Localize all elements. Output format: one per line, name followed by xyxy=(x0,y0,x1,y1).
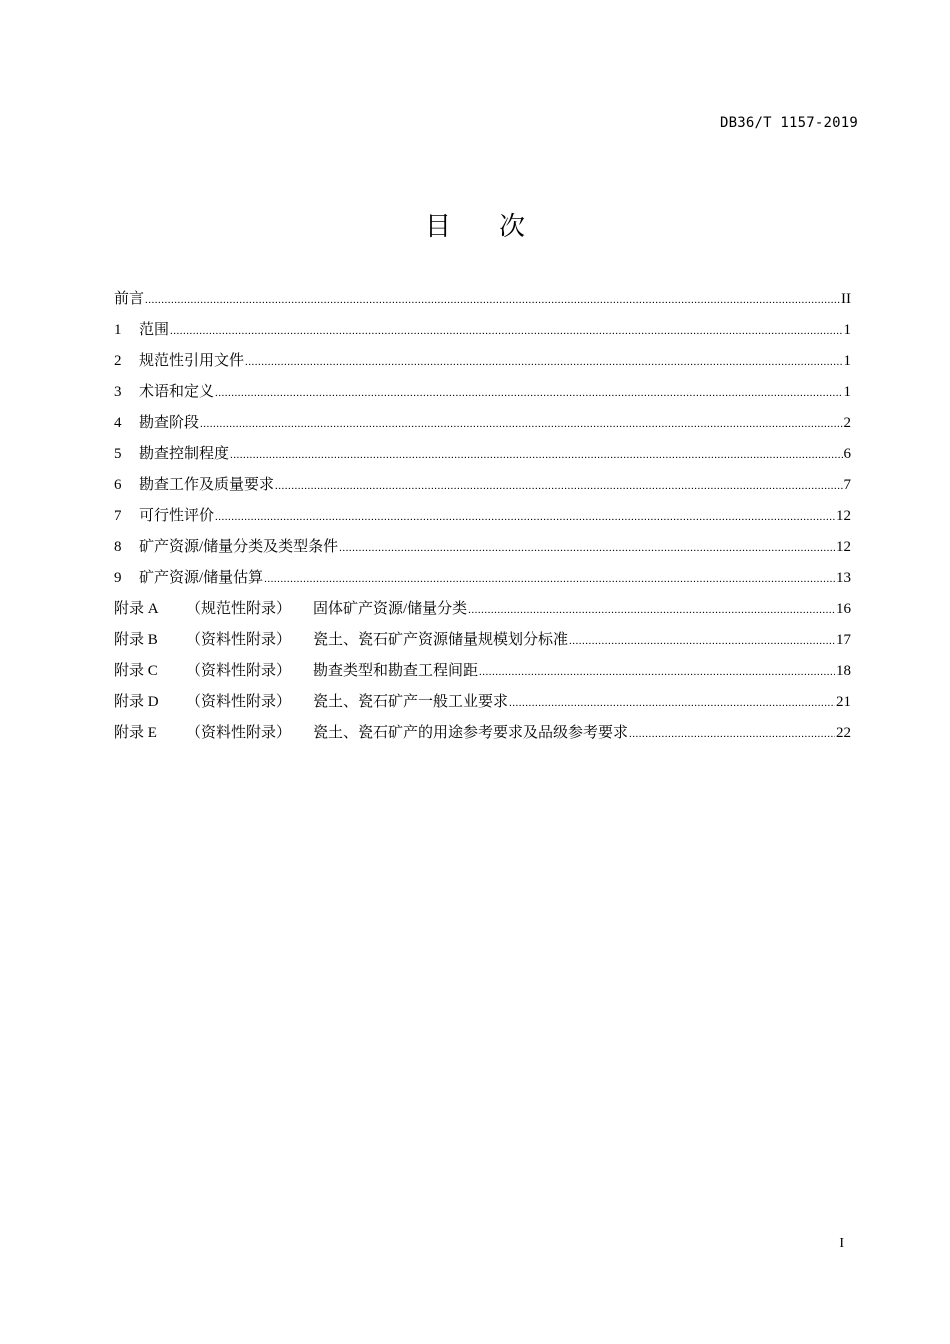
toc-entry-page: 6 xyxy=(843,446,851,462)
toc-entry-page: 1 xyxy=(843,322,851,338)
toc-leader-dots xyxy=(230,440,842,471)
toc-leader-dots xyxy=(200,409,842,440)
toc-appendix-entry[interactable] xyxy=(114,594,851,625)
toc-entry-page: 2 xyxy=(843,415,851,431)
toc-entry-page: 1 xyxy=(843,353,851,369)
toc-entry-number: 1 xyxy=(114,322,122,338)
toc-entry-title: 矿产资源/储量分类及类型条件 xyxy=(139,539,339,555)
toc-leader-dots xyxy=(339,533,835,564)
toc-appendix-entry[interactable] xyxy=(114,718,851,749)
toc-entry-number: 8 xyxy=(114,539,122,555)
toc-entry-page: 12 xyxy=(836,539,851,555)
toc-entry[interactable] xyxy=(114,346,851,377)
toc-appendix-type: （规范性附录） xyxy=(186,601,292,617)
toc-appendix-label: 附录 D xyxy=(114,694,159,710)
toc-entry-page: II xyxy=(841,291,851,307)
toc-entry-title: 瓷土、瓷石矿产的用途参考要求及品级参考要求 xyxy=(313,725,629,741)
toc-entry[interactable] xyxy=(114,408,851,439)
toc-appendix-label: 附录 B xyxy=(114,632,158,648)
toc-leader-dots xyxy=(468,595,835,626)
toc-entry[interactable] xyxy=(114,439,851,470)
toc-appendix-entry[interactable] xyxy=(114,656,851,687)
page-title-char-2: 次 xyxy=(499,212,526,242)
toc-leader-dots xyxy=(629,719,835,750)
toc-entry-title: 可行性评价 xyxy=(139,508,215,524)
toc-appendix-label: 附录 C xyxy=(114,663,158,679)
toc-entry-page: 18 xyxy=(836,663,851,679)
toc-entry-number: 3 xyxy=(114,384,122,400)
toc-leader-dots xyxy=(215,378,842,409)
page-title-char-1: 目 xyxy=(424,212,451,242)
toc-entry[interactable] xyxy=(114,315,851,346)
toc-entry[interactable] xyxy=(114,563,851,594)
toc-leader-dots xyxy=(245,347,842,378)
toc-appendix-entry[interactable] xyxy=(114,687,851,718)
toc-entry-title: 瓷土、瓷石矿产一般工业要求 xyxy=(313,694,509,710)
page-title xyxy=(0,206,950,243)
toc-entry-title: 瓷土、瓷石矿产资源储量规模划分标准 xyxy=(313,632,569,648)
toc-entry-number: 5 xyxy=(114,446,122,462)
toc-appendix-label: 附录 E xyxy=(114,725,157,741)
document-code: DB36/T 1157-2019 xyxy=(719,115,858,131)
toc-entry-number: 4 xyxy=(114,415,122,431)
toc-leader-dots xyxy=(264,564,835,595)
toc-leader-dots xyxy=(170,316,842,347)
toc-leader-dots xyxy=(569,626,835,657)
toc-leader-dots xyxy=(215,502,835,533)
toc-entry-title: 术语和定义 xyxy=(139,384,215,400)
toc-entry-title: 范围 xyxy=(139,322,170,338)
toc-entry-title: 勘查阶段 xyxy=(139,415,200,431)
toc-entry-page: 21 xyxy=(836,694,851,710)
toc-entry-title: 固体矿产资源/储量分类 xyxy=(313,601,468,617)
toc-appendix-type: （资料性附录） xyxy=(186,632,292,648)
toc-appendix-type: （资料性附录） xyxy=(186,694,292,710)
toc-appendix-label: 附录 A xyxy=(114,601,159,617)
toc-entry-page: 13 xyxy=(836,570,851,586)
toc-entry-page: 1 xyxy=(843,384,851,400)
toc-entry-page: 17 xyxy=(836,632,851,648)
toc-entry-title: 勘查类型和勘查工程间距 xyxy=(313,663,479,679)
toc-entry-title: 勘查控制程度 xyxy=(139,446,230,462)
toc-entry-title: 勘查工作及质量要求 xyxy=(139,477,275,493)
toc-entry-foreword[interactable] xyxy=(114,284,851,315)
toc-entry-number: 7 xyxy=(114,508,122,524)
toc-entry[interactable] xyxy=(114,377,851,408)
toc-entry-number: 6 xyxy=(114,477,122,493)
toc-entry[interactable] xyxy=(114,501,851,532)
toc-appendix-type: （资料性附录） xyxy=(186,725,292,741)
toc-entry-title: 规范性引用文件 xyxy=(139,353,245,369)
toc-entry[interactable] xyxy=(114,470,851,501)
toc-entry-title: 前言 xyxy=(114,291,145,307)
toc-leader-dots xyxy=(509,688,835,719)
table-of-contents xyxy=(114,284,851,749)
page-number: I xyxy=(839,1236,844,1251)
toc-entry-title: 矿产资源/储量估算 xyxy=(139,570,264,586)
toc-entry[interactable] xyxy=(114,532,851,563)
toc-entry-number: 2 xyxy=(114,353,122,369)
toc-leader-dots xyxy=(275,471,842,502)
toc-entry-number: 9 xyxy=(114,570,122,586)
toc-appendix-entry[interactable] xyxy=(114,625,851,656)
toc-leader-dots xyxy=(145,285,840,316)
toc-leader-dots xyxy=(479,657,835,688)
toc-appendix-type: （资料性附录） xyxy=(186,663,292,679)
toc-entry-page: 22 xyxy=(836,725,851,741)
toc-entry-page: 7 xyxy=(843,477,851,493)
toc-entry-page: 12 xyxy=(836,508,851,524)
toc-entry-page: 16 xyxy=(836,601,851,617)
